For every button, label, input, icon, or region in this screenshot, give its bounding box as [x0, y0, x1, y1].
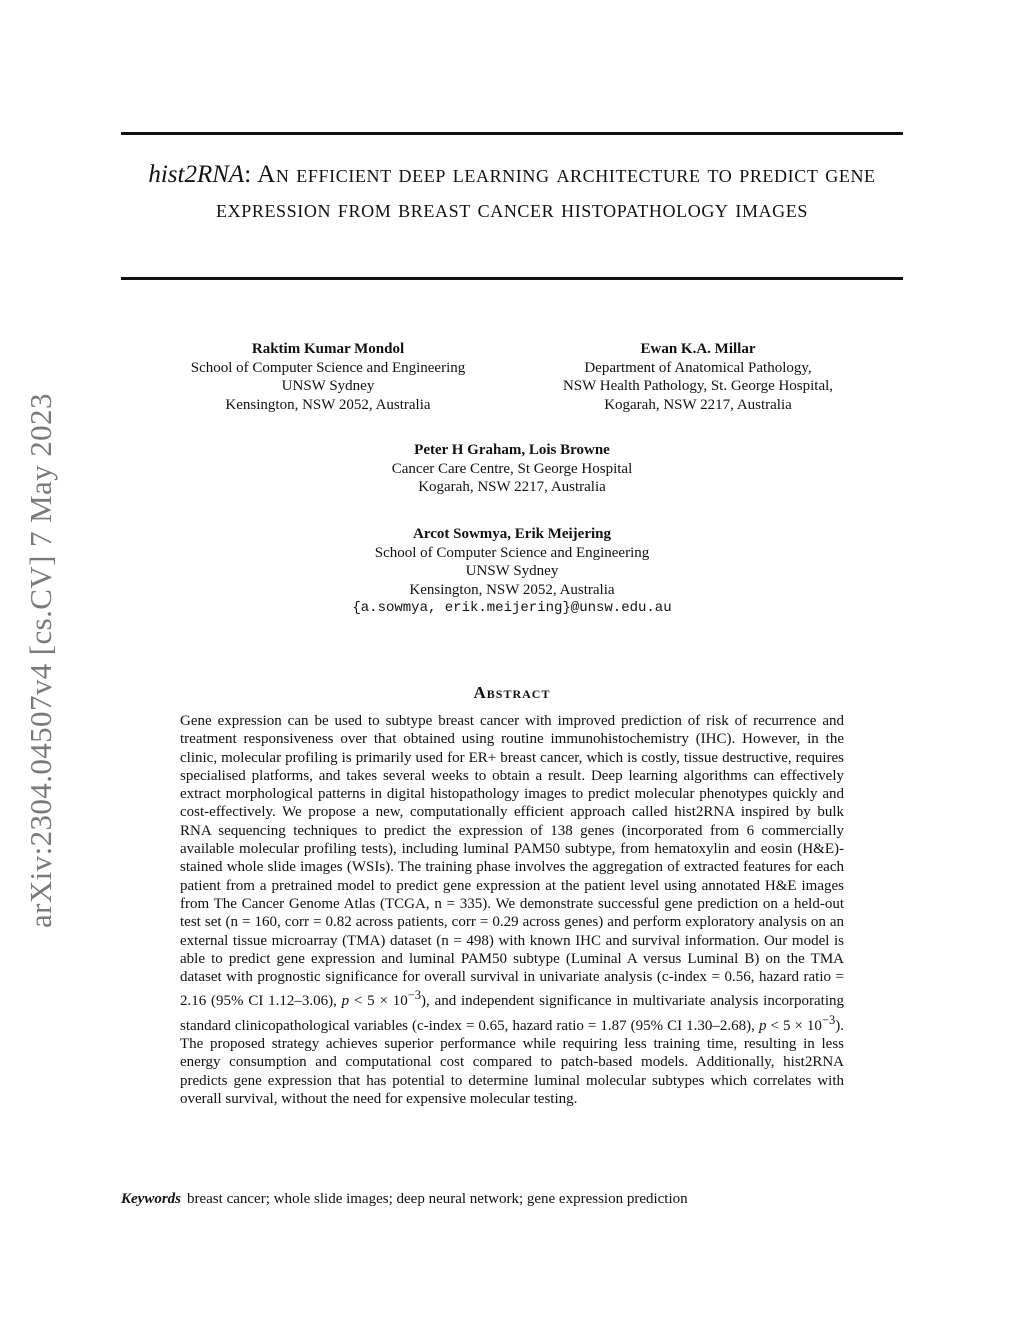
- abstract-heading: Abstract: [473, 683, 551, 702]
- author-affiliation-line: Kensington, NSW 2052, Australia: [409, 581, 615, 598]
- p-value-relation: < 5 × 10: [766, 1017, 822, 1034]
- arxiv-identifier-stamp: arXiv:2304.04507v4 [cs.CV] 7 May 2023: [23, 393, 58, 928]
- author-affiliation-line: UNSW Sydney: [281, 378, 375, 394]
- keywords-line: [121, 1190, 903, 1208]
- author-affiliation-line: Department of Anatomical Pathology,: [584, 359, 812, 376]
- author-name: Raktim Kumar Mondol: [251, 341, 405, 357]
- paper-title-name: hist2RNA: [148, 161, 245, 188]
- author-name: Peter H Graham, Lois Browne: [414, 442, 610, 458]
- abstract-text: ). The proposed strategy achieves superior performance while requiring less training time, resulting in less energy consumption and computational cost compared to patch-based models. Additionally, hist2RNA predicts gene expression that has potential to determine luminal molecular subtypes which correlates with overall survival, without the need for expensive molecular testing.: [180, 1017, 844, 1107]
- p-value-symbol: p: [341, 993, 350, 1010]
- author-affiliation-line: Kogarah, NSW 2217, Australia: [604, 396, 792, 413]
- paper-title: [121, 157, 903, 227]
- author-affiliation-line: Kogarah, NSW 2217, Australia: [418, 479, 606, 495]
- author-name: Arcot Sowmya, Erik Meijering: [412, 526, 612, 542]
- abstract-text: ), and independent significance in multivariate analysis incorporating standard clinicopathological variables (c-index = 0.65, hazard ratio = 1.87 (95% CI 1.30–2.68),: [180, 993, 844, 1034]
- keywords-text: breast cancer; whole slide images; deep neural network; gene expression prediction: [187, 1191, 688, 1207]
- author-block: [160, 340, 496, 414]
- title-bottom-rule: [121, 277, 903, 280]
- author-name: Ewan K.A. Millar: [640, 341, 756, 357]
- author-block: [312, 441, 712, 497]
- author-affiliation-line: Kensington, NSW 2052, Australia: [225, 396, 431, 413]
- p-value-exponent: −3: [407, 988, 422, 1003]
- author-block: [312, 525, 712, 618]
- author-email-link[interactable]: {a.sowmya, erik.meijering}@unsw.edu.au: [352, 600, 672, 616]
- author-affiliation-line: Cancer Care Centre, St George Hospital: [391, 460, 633, 477]
- p-value-exponent: −3: [821, 1012, 836, 1027]
- p-value-relation: < 5 × 10: [349, 993, 408, 1010]
- author-affiliation-line: UNSW Sydney: [465, 563, 559, 579]
- title-top-rule: [121, 132, 903, 135]
- author-block: [530, 340, 866, 414]
- abstract-body: [180, 712, 844, 1108]
- author-affiliation-line: NSW Health Pathology, St. George Hospital,: [562, 378, 834, 394]
- keywords-label: Keywords: [121, 1191, 181, 1207]
- p-value-symbol: p: [758, 1017, 767, 1034]
- paper-title-rest: : An efficient deep learning architecture to predict gene expression from breast cancer histopathology images: [216, 161, 876, 223]
- author-affiliation-line: School of Computer Science and Engineering: [374, 544, 650, 561]
- author-affiliation-line: School of Computer Science and Engineering: [190, 359, 466, 376]
- abstract-text: Gene expression can be used to subtype breast cancer with improved prediction of risk of recurrence and treatment responsiveness over that obtained using routine immunohistochemistry (IHC). However, in the clinic, molecular profiling is primarily used for ER+ breast cancer, which is costly, tissue destructive, requires specialised platforms, and takes several weeks to obtain a result. Deep learning algorithms can effectively extract morphological patterns in digital histopathology images to predict molecular phenotypes quickly and cost-effectively. We propose a new, computationally efficient approach called hist2RNA inspired by bulk RNA sequencing techniques to predict the expression of 138 genes (incorporated from 6 commercially available molecular profiling tests), including luminal PAM50 subtype, from hematoxylin and eosin (H&E)-stained whole slide images (WSIs). The training phase involves the aggregation of extracted features for each patient from a pretrained model to predict gene expression at the patient level using annotated H&E images from The Cancer Genome Atlas (TCGA, n = 335). We demonstrate successful gene prediction on a held-out test set (n = 160, corr = 0.82 across patients, corr = 0.29 across genes) and perform exploratory analysis on an external tissue microarray (TMA) dataset (n = 498) with known IHC and survival information. Our model is able to predict gene expression and luminal PAM50 subtype (Luminal A versus Luminal B) on the TMA dataset with prognostic significance for overall survival in univariate analysis (c-index = 0.56, hazard ratio = 2.16 (95% CI 1.12–3.06),: [180, 713, 844, 1010]
